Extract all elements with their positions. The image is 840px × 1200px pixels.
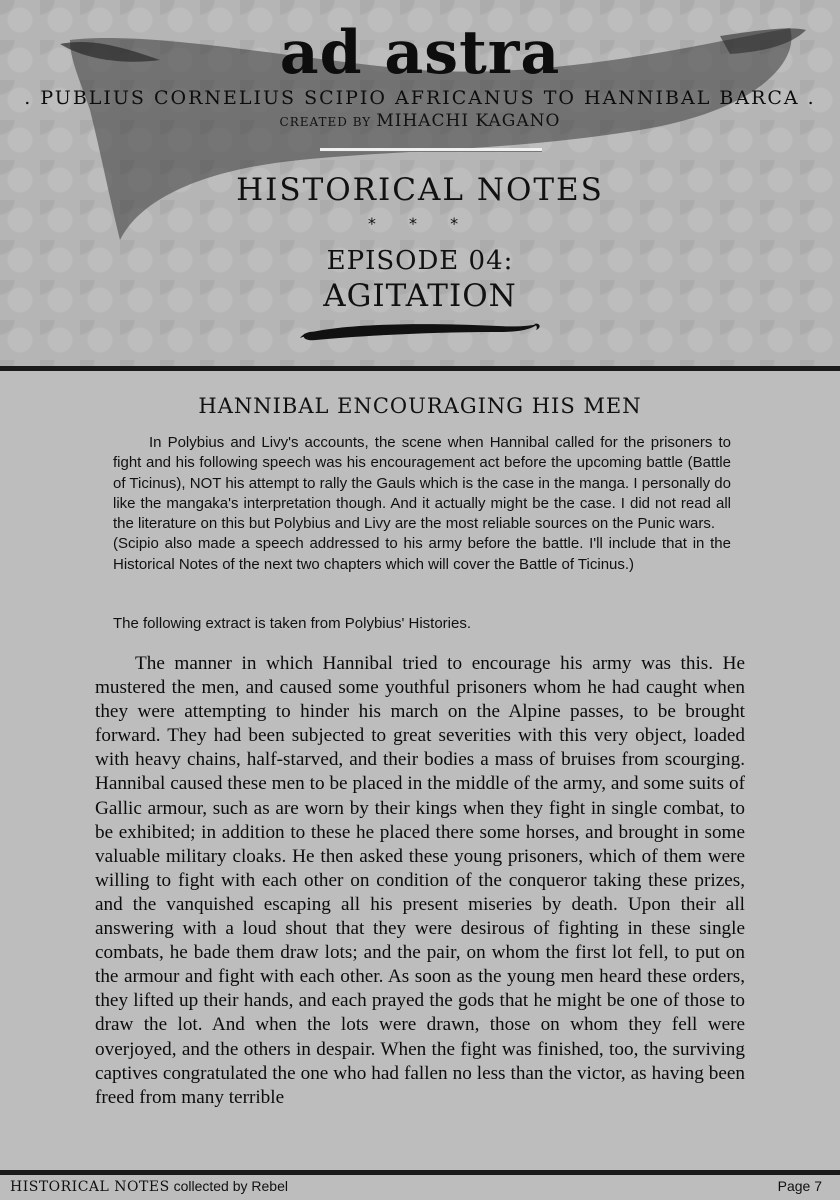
series-subtitle: . PUBLIUS CORNELIUS SCIPIO AFRICANUS TO HANNIBAL BARCA .: [24, 87, 816, 109]
flourish-decoration: [298, 318, 542, 344]
polybius-extract: The manner in which Hannibal tried to encourage his army was this. He mustered the men, and caused some youthful prisoners whom he had caught when they were attempting to hinder his march on the Alpine passes, to be brought forward. They had been subjected to great severities with this very object, loaded with heavy chains, half-starved, and their bodies a mass of bruises from scourging. Hannibal caused these men to be placed in the middle of the army, and some suits of Gallic armour, such as are worn by their kings when they fight in single combat, to be exhibited; in addition to these he placed there some horses, and brought in some valuable military cloaks. He then asked these young prisoners, which of them were willing to fight with each other on condition of the conqueror taking these prizes, and the vanquished escaping all his present miseries by death. Upon their all answering with a loud shout that they were desirous of fighting in these single combats, he bade them draw lots; and the pair, on whom the first lot fell, to put on the armour and fight with each other. As soon as the young men heard these orders, they lifted up their hands, and each prayed the gods that he might be one of those to draw the lot. And when the lots were drawn, those on whom they fell were overjoyed, and the others in despair. When the fight was finished, too, the surviving captives congratulated the one who had fallen no less than the victor, as having been freed from many terrible: [95, 653, 745, 1108]
episode-label: EPISODE 04:: [326, 246, 514, 276]
page-number: Page 7: [777, 1178, 822, 1194]
credit-lead: CREATED BY: [279, 115, 372, 129]
header-banner: [0, 0, 840, 366]
notes-heading: HISTORICAL NOTES: [236, 172, 604, 208]
section-title: HANNIBAL ENCOURAGING HIS MEN: [198, 394, 642, 418]
note-aside: (Scipio also made a speech addressed to his army before the battle. I'll include that in the Historical Notes of the next two chapters which will cover the Battle of Ticinus.): [113, 535, 731, 573]
header-divider: [0, 366, 840, 371]
note-paragraph: In Polybius and Livy's accounts, the scene when Hannibal called for the prisoners to fight and his following speech was his encouragement act before the upcoming battle (Battle of Ticinus), NOT his attempt to rally the Gauls which is the case in the manga. I personally do like the mangaka's interpretation though. And it actually might be the case. I did not read all the literature on this but Polybius and Livy are the most reliable sources on the Punic wars.: [113, 434, 731, 533]
footer-label: HISTORICAL NOTES: [10, 1179, 170, 1195]
star-divider: * * *: [367, 214, 473, 233]
series-title: ad astra: [279, 18, 561, 88]
episode-title: AGITATION: [323, 278, 517, 314]
credit-name: MIHACHI KAGANO: [376, 111, 561, 131]
credit-line: [0, 110, 840, 133]
footer-divider: [0, 1170, 840, 1175]
author-note: [113, 433, 731, 575]
footer-collector: collected by Rebel: [173, 1178, 288, 1194]
credit-divider: [320, 148, 542, 152]
extract-intro: The following extract is taken from Polybius' Histories.: [113, 615, 472, 632]
footer-credit: [10, 1178, 288, 1195]
